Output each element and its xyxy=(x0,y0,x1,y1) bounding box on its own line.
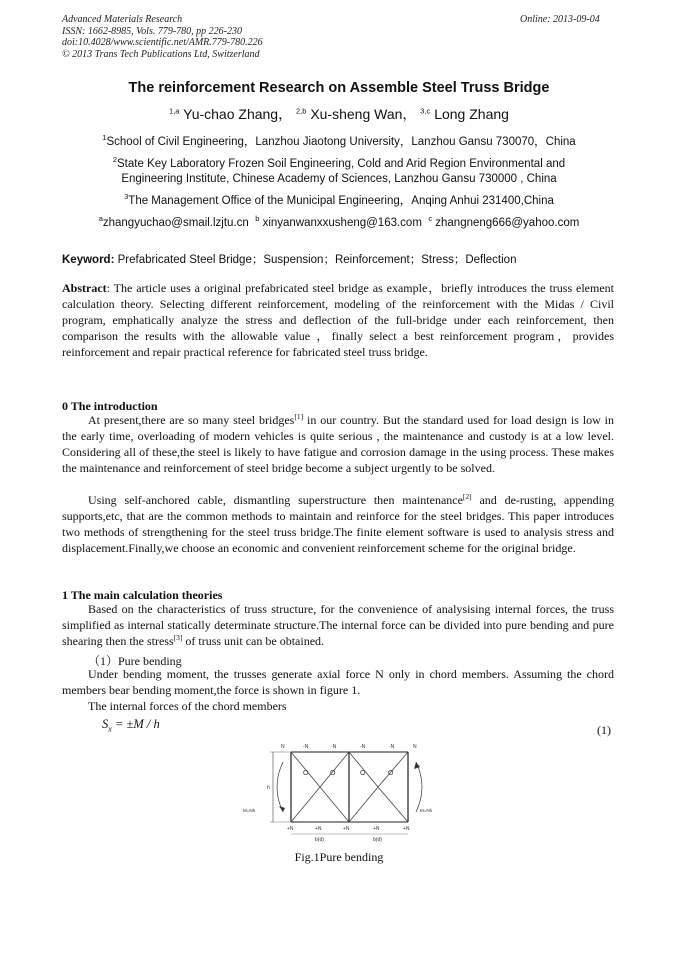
right-moment-label: M=Nh xyxy=(420,808,433,813)
theory-paragraph-2: Under bending moment, the trusses generate axial force N only in chord members. Assuming the chord members bear bending moment,the force is shown in figure 1. xyxy=(62,667,614,697)
author-sup: 1,a xyxy=(169,106,180,116)
diagonal-member xyxy=(378,752,408,822)
equation-number: (1) xyxy=(597,723,611,737)
equation-symbol: S xyxy=(102,717,109,731)
author-sup: 2,b xyxy=(295,106,307,116)
abstract-text: : The article uses a original prefabricated steel bridge as example，briefly introduces the truss element calculation theory. Selecting different reinforcement, modeling of the reinforcement with the Midas / Civil program, emphatically analyze the stress and deflection of the full-bridge under each reinforcement, then comparison the results with the allowable value ，finally select a best reinforcement program，provides reinforcement and repair practical reference for fabricated steel truss bridge. xyxy=(62,281,614,359)
figure-caption: Fig.1Pure bending xyxy=(294,850,384,864)
keywords xyxy=(62,251,516,267)
paper-title: The reinforcement Research on Assemble Steel Truss Bridge xyxy=(128,80,550,96)
equation-body: = ±M / h xyxy=(111,717,160,731)
email-link[interactable]: zhangyuchao@smail.lzjtu.cn xyxy=(102,217,249,229)
online-date: Online: 2013-09-04 xyxy=(520,14,600,25)
bottom-force-label: +N xyxy=(373,826,380,832)
affiliation-3 xyxy=(0,194,678,209)
email-sup: a xyxy=(98,214,103,224)
paragraph-text: Using self-anchored cable, dismantling superstructure then maintenance xyxy=(88,493,463,507)
bottom-force-label: +N xyxy=(287,826,294,832)
top-force-label: -N xyxy=(389,744,395,750)
author-name: Xu-sheng Wan xyxy=(310,106,403,122)
affiliation-text: The Management Office of the Municipal Engineering，Anqing Anhui 231400,China xyxy=(128,195,554,207)
theory-paragraph-1 xyxy=(62,602,614,650)
right-moment-arrow xyxy=(416,762,422,812)
affiliation-sup: 1 xyxy=(102,133,107,143)
section-heading: 0 The introduction xyxy=(62,399,158,413)
theory-paragraph-3: The internal forces of the chord members xyxy=(88,699,287,713)
left-moment-arrow xyxy=(277,762,283,812)
author-sup: 3,c xyxy=(420,106,431,116)
top-force-label: -N xyxy=(360,744,366,750)
subsection-heading: （1）Pure bending xyxy=(88,654,182,668)
abstract-label: Abstract xyxy=(62,281,107,295)
citation-ref[interactable]: [1] xyxy=(294,412,304,421)
affiliation-sup: 3 xyxy=(124,192,129,202)
author-name: Long Zhang xyxy=(434,106,509,122)
email-link[interactable]: xinyanwanxxusheng@163.com xyxy=(262,217,422,229)
affiliation-2 xyxy=(0,157,678,187)
paragraph-text: in our country. But the standard used for load design is low in the early time, overloading of modern vehicles is quite serious , the maintenance and custody is at a low level. Considering all of these,the steel is likely to have fatigue and corrosion damage in the using process. These makes the maintenance and reinforcement of steel bridge become a subject urgently to be solved. xyxy=(62,413,614,475)
issn-line: ISSN: 1662-8985, Vols. 779-780, pp 226-230 xyxy=(62,25,242,37)
zero-force-mark: O xyxy=(330,770,336,777)
section-heading: 1 The main calculation theories xyxy=(62,588,223,602)
intro-paragraph-1 xyxy=(62,413,614,477)
citation-ref[interactable]: [2] xyxy=(462,492,472,501)
panel-width-label: b(d) xyxy=(373,837,382,843)
doi-line: doi:10.4028/www.scientific.net/AMR.779-780.226 xyxy=(62,37,263,48)
diagonal-member xyxy=(291,752,320,822)
affiliation-sup: 2 xyxy=(112,155,118,165)
arrow-head xyxy=(279,806,285,812)
affiliation-1 xyxy=(0,135,678,150)
paragraph-text: At present,there are so many steel bridges xyxy=(88,413,295,427)
citation-ref[interactable]: [3] xyxy=(173,632,183,642)
email-link[interactable]: zhangneng666@yahoo.com xyxy=(435,217,580,229)
keywords-text: Prefabricated Steel Bridge；Suspension；Reinforcement；Stress；Deflection xyxy=(117,254,517,266)
top-force-label: N xyxy=(281,744,285,750)
author-sep: ， xyxy=(402,106,417,122)
bottom-force-label: +N xyxy=(315,826,322,832)
paragraph-text: and de-rusting, appending supports,etc, that are the common methods to maintain and reinforce for the steel bridges. This paper introduces two methods of strengthening for the steel truss bridge.The finite element software is used to analysis stress and displacement.Finally,we choose an economic and convenient reinforcement scheme for the original bridge. xyxy=(62,493,614,555)
journal-name: Advanced Materials Research xyxy=(62,14,183,25)
journal-header xyxy=(62,14,263,60)
diagonal-member xyxy=(320,752,349,822)
paragraph-text: Based on the characteristics of truss structure, for the convenience of analysising internal forces, the truss simplified as internal statically determinate structure.The internal force can be divided into pure bending and pure shearing then the stress xyxy=(62,602,614,648)
figure-1-truss-diagram xyxy=(243,740,443,844)
paragraph-text: of truss unit can be obtained. xyxy=(182,633,325,648)
panel-width-label: b(d) xyxy=(315,837,324,843)
top-force-label: N xyxy=(413,744,417,750)
author-sep: ， xyxy=(278,106,293,122)
intro-paragraph-2 xyxy=(62,493,614,557)
height-label: h xyxy=(267,785,270,791)
author-list xyxy=(0,104,678,124)
bottom-force-label: +N xyxy=(343,826,350,832)
left-moment-label: M=Nh xyxy=(243,808,256,813)
copyright-line: © 2013 Trans Tech Publications Ltd, Switzerland xyxy=(62,48,260,60)
author-name: Yu-chao Zhang xyxy=(183,106,279,122)
abstract xyxy=(62,281,614,361)
affiliation-text-cont: Engineering Institute, Chinese Academy of Sciences, Lanzhou Gansu 730000 , China xyxy=(121,173,557,185)
email-list xyxy=(0,216,678,231)
zero-force-mark: O xyxy=(388,770,394,777)
arrow-head xyxy=(414,762,420,769)
email-sup: b xyxy=(255,214,260,224)
top-force-label: -N xyxy=(303,744,309,750)
affiliation-text: State Key Laboratory Frozen Soil Engineering, Cold and Arid Region Environmental and xyxy=(117,158,566,170)
zero-force-mark: O xyxy=(360,770,366,777)
keywords-label: Keyword: xyxy=(62,254,115,266)
top-force-label: -N xyxy=(331,744,337,750)
diagonal-member xyxy=(349,752,378,822)
affiliation-text: School of Civil Engineering，Lanzhou Jiaotong University，Lanzhou Gansu 730070，China xyxy=(106,136,576,148)
equation-subscript: x xyxy=(108,724,112,734)
bottom-force-label: +N xyxy=(403,826,410,832)
email-sup: c xyxy=(428,214,433,224)
equation-1 xyxy=(102,717,160,734)
zero-force-mark: O xyxy=(303,770,309,777)
